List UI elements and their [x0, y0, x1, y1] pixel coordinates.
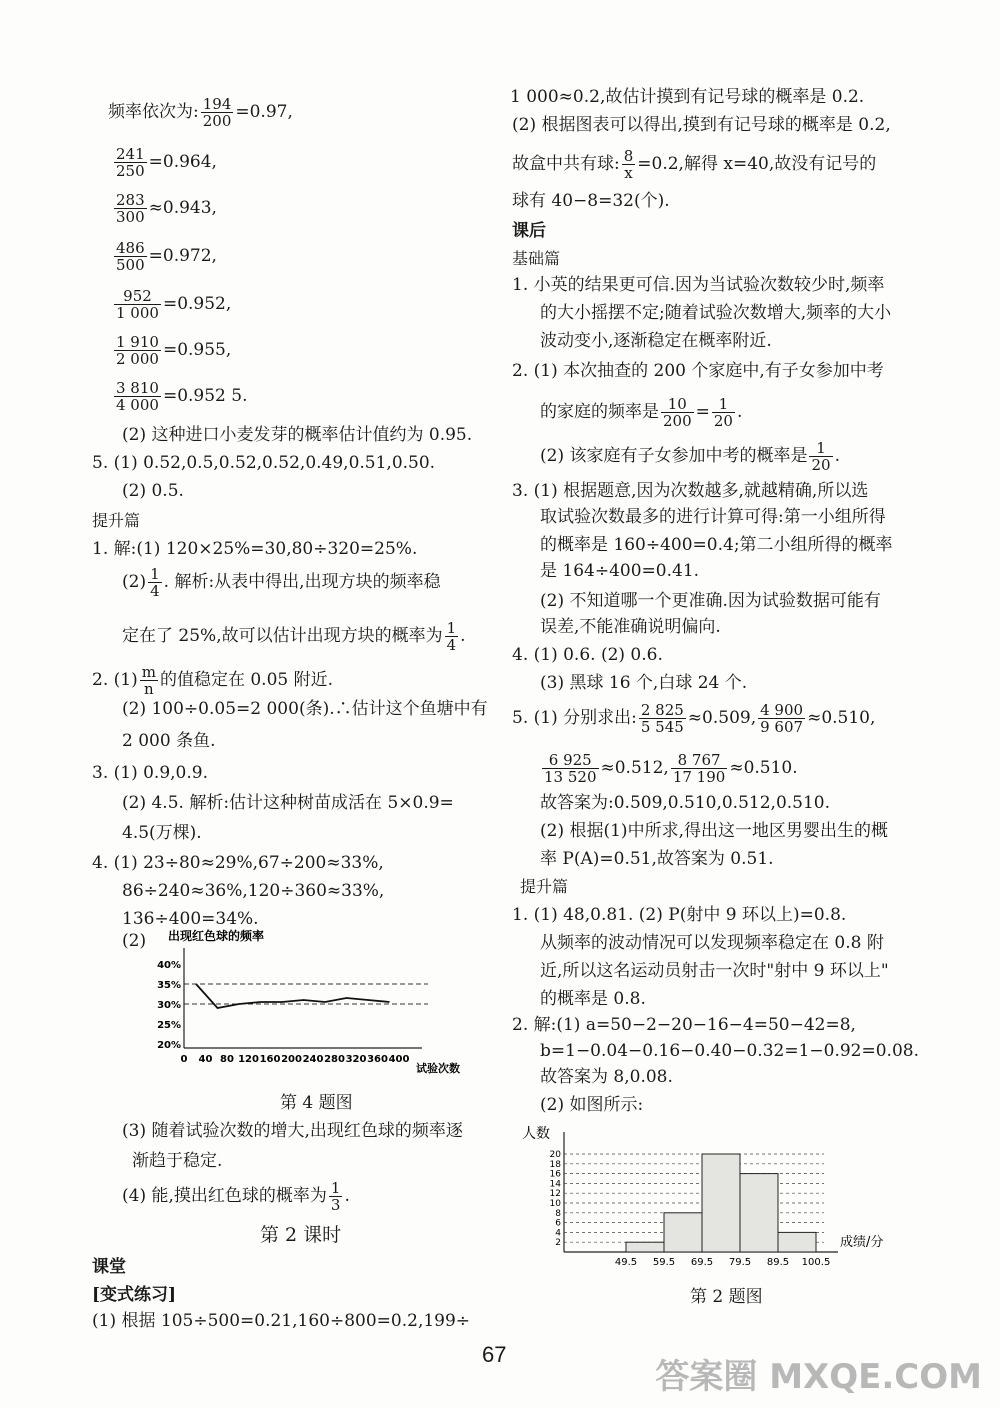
answer-line: (2) 如图所示: — [540, 1095, 644, 1115]
x-tick-label: 40 — [198, 1054, 213, 1065]
x-tick-label: 100.5 — [801, 1257, 831, 1268]
section-label: 提升篇 — [520, 877, 569, 896]
frequency-line: $\frac{1 910}{2 000}$ =0.955, — [116, 333, 232, 368]
x-tick-label: 89.5 — [766, 1257, 790, 1268]
answer-line: (2) 100÷0.05=2 000(条).∴估计这个鱼塘中有 — [122, 699, 488, 719]
answer-line: 球有 40−8=32(个). — [512, 191, 670, 211]
answer-line: (2) 不知道哪一个更准确.因为试验数据可能有 — [540, 591, 881, 611]
answer-line: 4. (1) 23÷80≈29%,67÷200≈33%, — [92, 853, 384, 873]
section-label: 提升篇 — [92, 511, 141, 530]
answer-line: 4. (1) 0.6. (2) 0.6. — [512, 645, 663, 665]
answer-line: $\frac{6 925}{13 520}$ ≈0.512, $\frac{8 767}{17 190}$ ≈0.510. — [544, 751, 798, 786]
histogram-bar — [664, 1213, 702, 1252]
y-tick-label: 2 — [555, 1238, 561, 1249]
answer-line: 的家庭的频率是 $\frac{10}{200}$ = $\frac{1}{20}$ . — [540, 395, 743, 430]
x-tick-label: 0 — [180, 1054, 188, 1065]
answer-line: 5. (1) 0.52,0.5,0.52,0.52,0.49,0.51,0.50. — [92, 453, 436, 473]
y-tick-label: 6 — [555, 1218, 561, 1229]
frequency-line: $\frac{486}{500}$ =0.972, — [116, 239, 217, 274]
x-tick-label: 120 — [238, 1054, 259, 1065]
y-tick-label: 12 — [549, 1189, 561, 1200]
y-tick-label: 35% — [157, 980, 181, 991]
x-tick-label: 240 — [302, 1054, 324, 1065]
watermark: 答案圈 MXQE.COM — [655, 1357, 982, 1397]
x-tick-label: 200 — [281, 1054, 302, 1065]
answer-line: 故答案为 8,0.08. — [540, 1067, 673, 1087]
answer-line: 波动变小,逐渐稳定在概率附近. — [540, 331, 772, 351]
answer-line: 的概率是 0.8. — [540, 989, 646, 1009]
answer-line: 从频率的波动情况可以发现频率稳定在 0.8 附 — [540, 933, 884, 953]
answer-line: 1. 解:(1) 120×25%=30,80÷320=25%. — [92, 539, 418, 559]
section-label: 课堂 — [92, 1257, 126, 1277]
histogram-bar — [702, 1154, 740, 1252]
y-tick-label: 25% — [157, 1020, 181, 1031]
y-tick-label: 10 — [549, 1199, 561, 1209]
answer-line: 渐趋于稳定. — [132, 1151, 223, 1171]
answer-line: (2) 这种进口小麦发芽的概率估计值约为 0.95. — [122, 425, 473, 445]
answer-line: 1 000≈0.2,故估计摸到有记号球的概率是 0.2. — [510, 87, 865, 107]
answer-line: (4) 能,摸出红色球的概率为 $\frac{1}{3}$ . — [122, 1179, 350, 1214]
answer-line: 2. (1) 本次抽查的 200 个家庭中,有子女参加中考 — [512, 361, 884, 381]
answer-line: 是 164÷400=0.41. — [540, 561, 700, 581]
answer-line: (2) 0.5. — [122, 481, 184, 501]
answer-line: 的大小摇摆不定;随着试验次数增大,频率的大小 — [540, 303, 892, 323]
page-number: 67 — [482, 1342, 507, 1367]
answer-line: (2) 根据图表可以得出,摸到有记号球的概率是 0.2, — [512, 115, 891, 135]
answer-line: 取试验次数最多的进行计算可得:第一小组所得 — [540, 507, 886, 527]
chart-y-label: 人数 — [522, 1126, 550, 1142]
answer-line: 2. 解:(1) a=50−2−20−16−4=50−42=8, — [512, 1015, 856, 1035]
section-label: 基础篇 — [512, 249, 561, 268]
figure-caption: 第 4 题图 — [280, 1093, 353, 1113]
x-tick-label: 49.5 — [614, 1257, 638, 1268]
frequency-line-chart — [150, 928, 480, 1078]
answer-line: (3) 黑球 16 个,白球 24 个. — [540, 673, 748, 693]
answer-line: 2. (1) $\frac{m}{n}$ 的值稳定在 0.05 附近. — [92, 663, 334, 698]
answer-line: 定在了 25%,故可以估计出现方块的概率为 $\frac{1}{4}$ . — [122, 619, 466, 654]
score-histogram — [520, 1122, 920, 1272]
chart-x-label: 成绩/分 — [840, 1235, 884, 1250]
x-tick-label: 320 — [345, 1054, 367, 1065]
x-tick-label: 80 — [220, 1054, 234, 1065]
answer-line: 率 P(A)=0.51,故答案为 0.51. — [540, 849, 774, 869]
answer-line: (2) $\frac{1}{4}$ . 解析:从表中得出,出现方块的频率稳 — [122, 565, 441, 600]
y-tick-label: 40% — [157, 960, 181, 971]
y-tick-label: 8 — [555, 1208, 561, 1219]
answer-line: 5. (1) 分别求出: $\frac{2 825}{5 545}$ ≈0.509, $\frac{4 900}{9 607}$ ≈0.510, — [512, 701, 876, 736]
x-tick-label: 59.5 — [652, 1257, 676, 1268]
answer-line: 故答案为:0.509,0.510,0.512,0.510. — [540, 793, 831, 813]
section-title: 第 2 课时 — [260, 1224, 342, 1246]
histogram-bar — [626, 1242, 664, 1252]
answer-line: 故盒中共有球: $\frac{8}{x}$ =0.2,解得 x=40,故没有记号的 — [512, 147, 877, 182]
y-tick-label: 18 — [549, 1159, 561, 1170]
answer-line: 4.5(万棵). — [122, 823, 202, 843]
chart-x-label: 试验次数 — [416, 1062, 460, 1075]
y-tick-label: 20 — [549, 1150, 561, 1160]
y-tick-label: 30% — [157, 1000, 181, 1011]
x-tick-label: 160 — [259, 1054, 281, 1065]
x-tick-label: 400 — [388, 1054, 410, 1065]
histogram-bar — [740, 1174, 778, 1252]
figure-caption: 第 2 题图 — [690, 1287, 763, 1307]
answer-line: (2) — [122, 931, 147, 951]
x-tick-label: 79.5 — [728, 1257, 752, 1268]
frequency-line: $\frac{3 810}{4 000}$ =0.952 5. — [116, 379, 248, 414]
answer-line: (2) 根据(1)中所求,得出这一地区男婴出生的概 — [540, 821, 888, 841]
answer-line: 2 000 条鱼. — [122, 731, 216, 751]
y-tick-label: 16 — [549, 1169, 561, 1180]
answer-line: (2) 4.5. 解析:估计这种树苗成活在 5×0.9= — [122, 793, 454, 813]
frequency-line: $\frac{283}{300}$ ≈0.943, — [116, 191, 217, 226]
answer-line: 误差,不能准确说明偏向. — [540, 617, 721, 637]
y-tick-label: 4 — [555, 1228, 561, 1239]
section-label: 课后 — [512, 221, 546, 241]
frequency-line: 频率依次为: $\frac{194}{200}$ =0.97, — [108, 95, 293, 130]
y-tick-label: 20% — [157, 1040, 181, 1051]
answer-line: 3. (1) 0.9,0.9. — [92, 763, 208, 783]
histogram-bar — [778, 1232, 816, 1252]
y-tick-label: 14 — [549, 1179, 561, 1190]
answer-line: 的概率是 160÷400=0.4;第二小组所得的概率 — [540, 535, 893, 555]
answer-line: (1) 根据 105÷500=0.21,160÷800=0.2,199÷ — [92, 1311, 471, 1331]
answer-line: 1. (1) 48,0.81. (2) P(射中 9 环以上)=0.8. — [512, 905, 847, 925]
answer-line: 86÷240≈36%,120÷360≈33%, — [122, 881, 385, 901]
frequency-line: $\frac{952}{1 000}$ =0.952, — [116, 287, 232, 322]
answer-line: 近,所以这名运动员射击一次时"射中 9 环以上" — [540, 961, 889, 981]
x-tick-label: 69.5 — [690, 1257, 714, 1268]
answer-line: 3. (1) 根据题意,因为次数越多,就越精确,所以选 — [512, 481, 869, 501]
x-tick-label: 280 — [324, 1054, 345, 1065]
answer-line: 1. 小英的结果更可信.因为当试验次数较少时,频率 — [512, 275, 885, 295]
x-tick-label: 360 — [367, 1054, 388, 1065]
answer-line: (2) 该家庭有子女参加中考的概率是 $\frac{1}{20}$ . — [540, 439, 840, 474]
chart-title: 出现红色球的频率 — [168, 929, 265, 943]
section-label: [变式练习] — [92, 1285, 177, 1305]
answer-line: 136÷400=34%. — [122, 909, 259, 929]
answer-line: (3) 随着试验次数的增大,出现红色球的频率逐 — [122, 1121, 463, 1141]
frequency-line: $\frac{241}{250}$ =0.964, — [116, 145, 217, 180]
answer-line: b=1−0.04−0.16−0.40−0.32=1−0.92=0.08. — [540, 1041, 919, 1061]
